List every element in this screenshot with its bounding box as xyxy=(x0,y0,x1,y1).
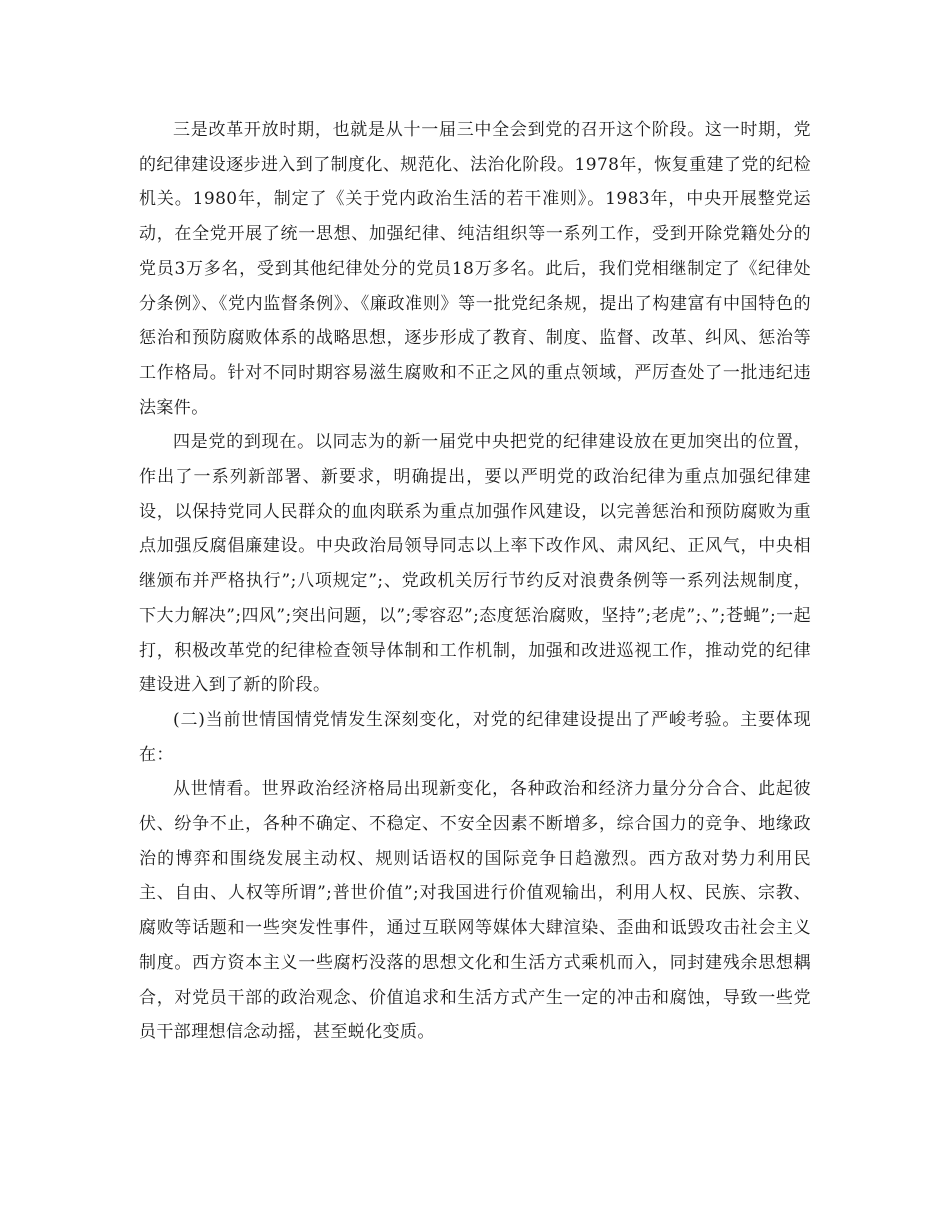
paragraph-reform-period: 三是改革开放时期，也就是从十一届三中全会到党的召开这个阶段。这一时期，党的纪律建设逐步进入到了制度化、规范化、法治化阶段。1978年，恢复重建了党的纪检机关。1980年，制定了《关于党内政治生活的若干准则》。1983年，中央开展整党运动，在全党开展了统一思想、加强纪律、纯洁组织等一系列工作，受到开除党籍处分的党员3万多名，受到其他纪律处分的党员18万多名。此后，我们党相继制定了《纪律处分条例》、《党内监督条例》、《廉政准则》等一批党纪条规，提出了构建富有中国特色的惩治和预防腐败体系的战略思想，逐步形成了教育、制度、监督、改革、纠风、惩治等工作格局。针对不同时期容易滋生腐败和不正之风的重点领域，严厉查处了一批违纪违法案件。 xyxy=(139,120,811,418)
document-body xyxy=(139,113,811,1050)
paragraph-current-period: 四是党的到现在。以同志为的新一届党中央把党的纪律建设放在更加突出的位置，作出了一系列新部署、新要求，明确提出，要以严明党的政治纪律为重点加强纪律建设，以保持党同人民群众的血肉联系为重点加强作风建设，以完善惩治和预防腐败为重点加强反腐倡廉建设。中央政治局领导同志以上率下改作风、肃风纪、正风气，中央相继颁布并严格执行”;八项规定”;、党政机关厉行节约反对浪费条例等一系列法规制度，下大力解决”;四风”;突出问题，以”;零容忍”;态度惩治腐败，坚持”;老虎”;、”;苍蝇”;一起打，积极改革党的纪律检查领导体制和工作机制，加强和改进巡视工作，推动党的纪律建设进入到了新的阶段。 xyxy=(139,432,811,696)
paragraph-section-heading: (二)当前世情国情党情发生深刻变化，对党的纪律建设提出了严峻考验。主要体现在： xyxy=(139,709,811,765)
paragraph-world-situation: 从世情看。世界政治经济格局出现新变化，各种政治和经济力量分分合合、此起彼伏、纷争不止，各种不确定、不稳定、不安全因素不断增多，综合国力的竞争、地缘政治的博弈和围绕发展主动权、规则话语权的国际竞争日趋激烈。西方敌对势力利用民主、自由、人权等所谓”;普世价值”;对我国进行价值观输出，利用人权、民族、宗教、腐败等话题和一些突发性事件，通过互联网等媒体大肆渲染、歪曲和诋毁攻击社会主义制度。西方资本主义一些腐朽没落的思想文化和生活方式乘机而入，同封建残余思想耦合，对党员干部的政治观念、价值追求和生活方式产生一定的冲击和腐蚀，导致一些党员干部理想信念动摇，甚至蜕化变质。 xyxy=(139,779,811,1043)
